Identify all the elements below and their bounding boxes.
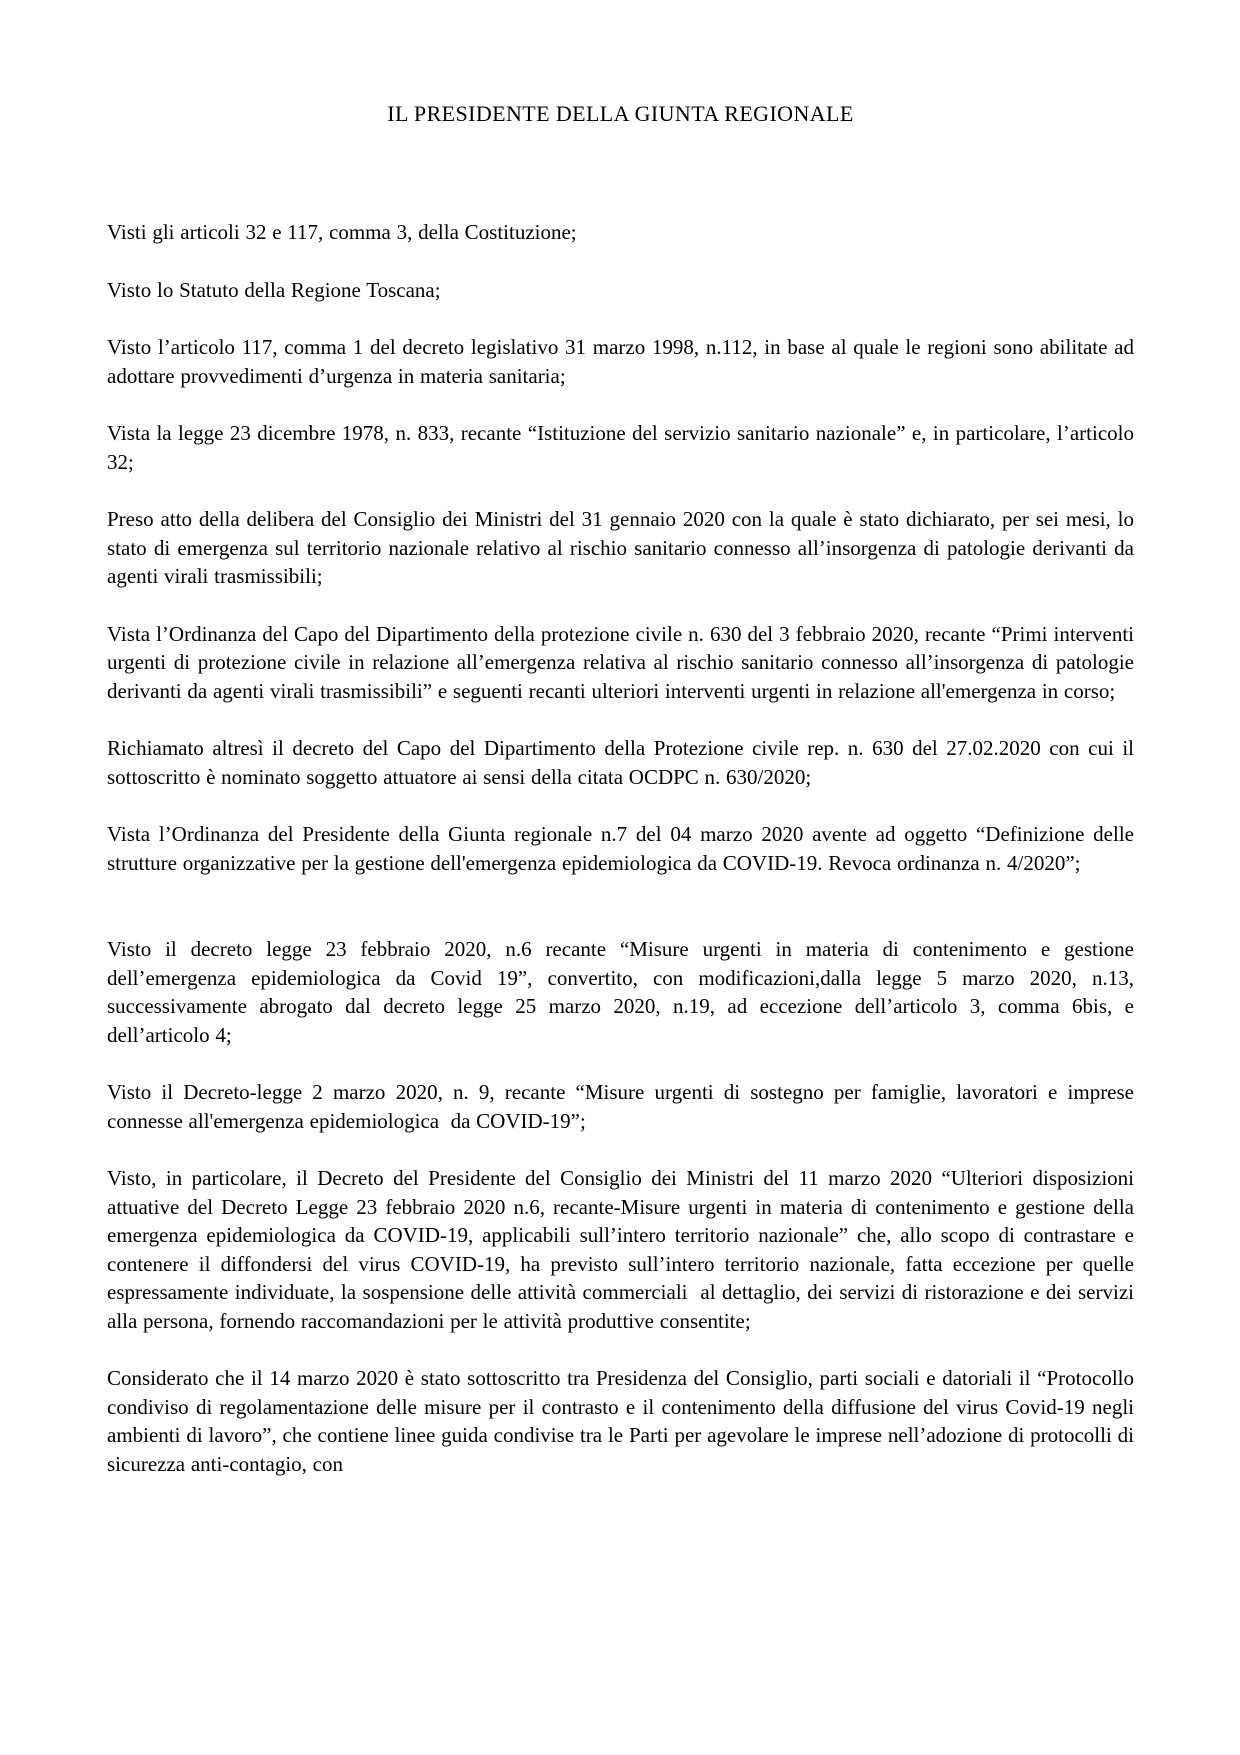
paragraph: Visto il Decreto-legge 2 marzo 2020, n. 9, recante “Misure urgenti di sostegno per famiglie, lavoratori e imprese connesse all'emergenza epidemiologica da COVID-19”; — [107, 1080, 1134, 1133]
paragraph: Visto il decreto legge 23 febbraio 2020, n.6 recante “Misure urgenti in materia di contenimento e gestione dell’emergenza epidemiologica da Covid 19”, convertito, con modificazioni,dalla legge 5 marzo 2020, n.13, successivamente abrogato dal decreto legge 25 marzo 2020, n.19, ad eccezione dell’articolo 3, comma 6bis, e dell’articolo 4; — [107, 937, 1134, 1047]
paragraph-list — [107, 218, 1134, 1478]
document-title: IL PRESIDENTE DELLA GIUNTA REGIONALE — [387, 101, 854, 126]
paragraph: Visti gli articoli 32 e 117, comma 3, della Costituzione; — [107, 220, 577, 244]
document-content — [107, 100, 1134, 1507]
paragraph: Visto l’articolo 117, comma 1 del decreto legislativo 31 marzo 1998, n.112, in base al quale le regioni sono abilitate ad adottare provvedimenti d’urgenza in materia sanitaria; — [107, 335, 1134, 388]
paragraph: Preso atto della delibera del Consiglio dei Ministri del 31 gennaio 2020 con la quale è stato dichiarato, per sei mesi, lo stato di emergenza sul territorio nazionale relativo al rischio sanitario connesso all’insorgenza di patologie derivanti da agenti virali trasmissibili; — [107, 507, 1134, 588]
paragraph: Visto lo Statuto della Regione Toscana; — [107, 277, 441, 302]
paragraph: Vista l’Ordinanza del Capo del Dipartimento della protezione civile n. 630 del 3 febbraio 2020, recante “Primi interventi urgenti di protezione civile in relazione all’emergenza relativa al rischio sanitario connesso all’insorgenza di patologie derivanti da agenti virali trasmissibili” e seguenti recanti ulteriori interventi urgenti in relazione all'emergenza in corso; — [107, 621, 1134, 703]
paragraph: Richiamato altresì il decreto del Capo del Dipartimento della Protezione civile rep. n. 630 del 27.02.2020 con cui il sottoscritto è nominato soggetto attuatore ai sensi della citata OCDPC n. 630/2020; — [107, 736, 1134, 789]
paragraph: Vista la legge 23 dicembre 1978, n. 833, recante “Istituzione del servizio sanitario nazionale” e, in particolare, l’articolo 32; — [107, 421, 1134, 474]
paragraph: Visto, in particolare, il Decreto del Presidente del Consiglio dei Ministri del 11 marzo 2020 “Ulteriori disposizioni attuative del Decreto Legge 23 febbraio 2020 n.6, recante-Misure urgenti in materia di contenimento e gestione della emergenza epidemiologica da COVID-19, applicabili sull’intero territorio nazionale” che, allo scopo di contrastare e contenere il diffondersi del virus COVID-19, ha previsto sull’intero territorio nazionale, fatta eccezione per quelle espressamente individuate, la sospensione delle attività commerciali al dettaglio, dei servizi di ristorazione e dei servizi alla persona, fornendo raccomandazioni per le attività produttive consentite; — [107, 1166, 1134, 1333]
paragraph: Considerato che il 14 marzo 2020 è stato sottoscritto tra Presidenza del Consiglio, parti sociali e datoriali il “Protocollo condiviso di regolamentazione delle misure per il contrasto e il contenimento della diffusione del virus Covid-19 negli ambienti di lavoro”, che contiene linee guida condivise tra le Parti per agevolare le imprese nell’adozione di protocolli di sicurezza anti-contagio, con — [107, 1366, 1134, 1476]
paragraph: Vista l’Ordinanza del Presidente della Giunta regionale n.7 del 04 marzo 2020 avente ad oggetto “Definizione delle strutture organizzative per la gestione dell'emergenza epidemiologica da COVID-19. Revoca ordinanza n. 4/2020”; — [107, 822, 1134, 875]
